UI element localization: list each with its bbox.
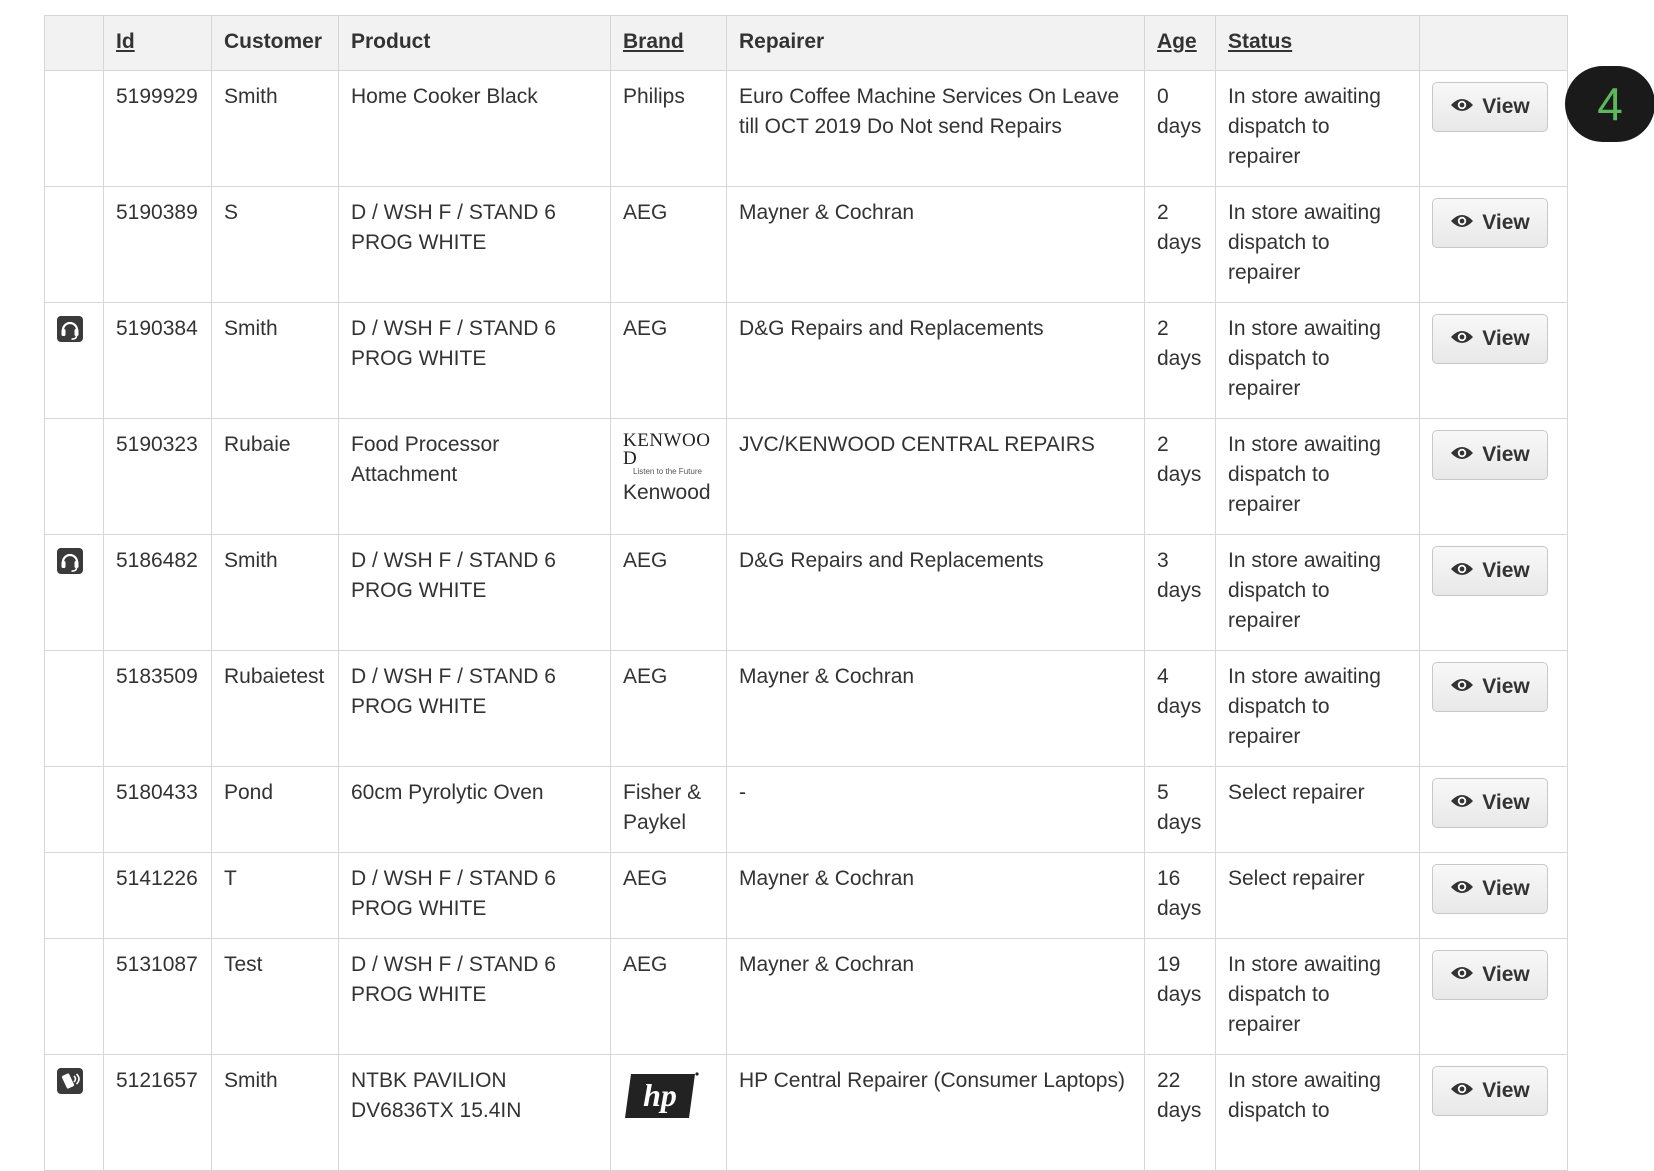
flag-cell (45, 419, 104, 535)
eye-icon (1450, 559, 1474, 583)
age-cell: 2 days (1145, 187, 1216, 303)
view-button-label: View (1482, 559, 1530, 582)
product-cell: 60cm Pyrolytic Oven (339, 767, 611, 853)
eye-icon (1450, 327, 1474, 351)
brand-name: AEG (623, 549, 668, 572)
repairer-cell: D&G Repairs and Replacements (727, 303, 1145, 419)
customer-cell: Pond (212, 767, 339, 853)
repairer-cell: HP Central Repairer (Consumer Laptops) (727, 1055, 1145, 1171)
id-cell: 5190389 (104, 187, 212, 303)
brand-name: AEG (623, 953, 668, 976)
product-cell: D / WSH F / STAND 6 PROG WHITE (339, 535, 611, 651)
age-cell: 22 days (1145, 1055, 1216, 1171)
age-cell: 19 days (1145, 939, 1216, 1055)
flag-cell (45, 939, 104, 1055)
repairer-cell: JVC/KENWOOD CENTRAL REPAIRS (727, 419, 1145, 535)
repairer-cell: D&G Repairs and Replacements (727, 535, 1145, 651)
flag-cell (45, 535, 104, 651)
flag-cell (45, 651, 104, 767)
table-row (45, 1055, 1568, 1171)
header-customer (212, 16, 339, 71)
hp-logo-text: hp (643, 1077, 677, 1113)
product-cell: D / WSH F / STAND 6 PROG WHITE (339, 939, 611, 1055)
view-button[interactable] (1432, 864, 1548, 914)
status-cell: In store awaiting dispatch to repairer (1216, 187, 1420, 303)
brand-name: AEG (623, 867, 668, 890)
customer-cell: Rubaietest (212, 651, 339, 767)
view-button[interactable] (1432, 82, 1548, 132)
brand-cell (611, 71, 727, 187)
id-cell: 5131087 (104, 939, 212, 1055)
product-cell: D / WSH F / STAND 6 PROG WHITE (339, 303, 611, 419)
brand-name: AEG (623, 201, 668, 224)
action-cell (1420, 939, 1568, 1055)
header-age-label[interactable]: Age (1157, 30, 1197, 53)
status-cell: In store awaiting dispatch to repairer (1216, 651, 1420, 767)
table-row (45, 303, 1568, 419)
headset-icon (57, 316, 83, 342)
header-product-label: Product (351, 30, 431, 53)
flag-cell (45, 767, 104, 853)
table-body (45, 71, 1568, 1171)
eye-icon (1450, 443, 1474, 467)
id-cell: 5199929 (104, 71, 212, 187)
flag-cell (45, 187, 104, 303)
repairer-cell: Mayner & Cochran (727, 187, 1145, 303)
brand-cell (611, 419, 727, 535)
view-button-label: View (1482, 95, 1530, 118)
id-cell: 5186482 (104, 535, 212, 651)
table-header-row (45, 16, 1568, 71)
table-row (45, 71, 1568, 187)
action-cell (1420, 535, 1568, 651)
brand-name: AEG (623, 665, 668, 688)
brand-cell (611, 187, 727, 303)
repairer-cell: Euro Coffee Machine Services On Leave till OCT 2019 Do Not send Repairs (727, 71, 1145, 187)
repairer-cell: Mayner & Cochran (727, 853, 1145, 939)
view-button-label: View (1482, 1079, 1530, 1102)
view-button[interactable] (1432, 546, 1548, 596)
action-cell (1420, 187, 1568, 303)
customer-cell: Smith (212, 535, 339, 651)
repairer-cell: Mayner & Cochran (727, 651, 1145, 767)
product-cell: D / WSH F / STAND 6 PROG WHITE (339, 187, 611, 303)
table-row (45, 767, 1568, 853)
action-cell (1420, 651, 1568, 767)
view-button[interactable] (1432, 314, 1548, 364)
brand-cell (611, 535, 727, 651)
brand-cell (611, 651, 727, 767)
eye-icon (1450, 963, 1474, 987)
customer-cell: Smith (212, 303, 339, 419)
brand-cell (611, 939, 727, 1055)
flag-cell (45, 71, 104, 187)
view-button[interactable] (1432, 1066, 1548, 1116)
brand-name: Kenwood (623, 481, 711, 504)
view-button-label: View (1482, 963, 1530, 986)
brand-name: Philips (623, 85, 685, 108)
eye-icon (1450, 791, 1474, 815)
action-cell (1420, 1055, 1568, 1171)
flag-cell (45, 853, 104, 939)
kenwood-logo-tagline: Listen to the Future (633, 467, 702, 476)
repairer-cell: - (727, 767, 1145, 853)
age-cell: 2 days (1145, 303, 1216, 419)
customer-cell: Smith (212, 1055, 339, 1171)
age-cell: 16 days (1145, 853, 1216, 939)
view-button[interactable] (1432, 662, 1548, 712)
header-status-label[interactable]: Status (1228, 30, 1293, 53)
product-cell: D / WSH F / STAND 6 PROG WHITE (339, 651, 611, 767)
flag-cell (45, 1055, 104, 1171)
age-cell: 0 days (1145, 71, 1216, 187)
view-button-label: View (1482, 327, 1530, 350)
action-cell (1420, 303, 1568, 419)
status-cell: In store awaiting dispatch to repairer (1216, 419, 1420, 535)
id-cell: 5190384 (104, 303, 212, 419)
view-button-label: View (1482, 211, 1530, 234)
header-product (339, 16, 611, 71)
product-cell: D / WSH F / STAND 6 PROG WHITE (339, 853, 611, 939)
table-row (45, 187, 1568, 303)
status-cell: In store awaiting dispatch to repairer (1216, 535, 1420, 651)
brand-name: AEG (623, 317, 668, 340)
age-cell: 3 days (1145, 535, 1216, 651)
status-cell: In store awaiting dispatch to repairer (1216, 71, 1420, 187)
brand-name: Fisher & Paykel (623, 781, 702, 834)
age-cell: 2 days (1145, 419, 1216, 535)
eye-icon (1450, 1079, 1474, 1103)
customer-cell: S (212, 187, 339, 303)
customer-cell: Rubaie (212, 419, 339, 535)
status-cell: In store awaiting dispatch to (1216, 1055, 1420, 1171)
product-cell: NTBK PAVILION DV6836TX 15.4IN (339, 1055, 611, 1171)
jobs-table (44, 15, 1568, 1171)
view-button-label: View (1482, 675, 1530, 698)
status-cell: In store awaiting dispatch to repairer (1216, 939, 1420, 1055)
table-row (45, 535, 1568, 651)
header-id[interactable] (104, 16, 212, 71)
repairer-cell: Mayner & Cochran (727, 939, 1145, 1055)
id-cell: 5141226 (104, 853, 212, 939)
table-row (45, 651, 1568, 767)
view-button[interactable] (1432, 198, 1548, 248)
customer-cell: Smith (212, 71, 339, 187)
phone-icon (57, 1068, 83, 1094)
kenwood-logo (623, 432, 714, 476)
eye-icon (1450, 211, 1474, 235)
view-button-label: View (1482, 791, 1530, 814)
status-cell: Select repairer (1216, 853, 1420, 939)
header-actions (1420, 16, 1568, 71)
notification-badge[interactable]: 4 (1565, 66, 1654, 142)
header-age[interactable] (1145, 16, 1216, 71)
eye-icon (1450, 675, 1474, 699)
flag-cell (45, 303, 104, 419)
product-cell: Food Processor Attachment (339, 419, 611, 535)
table-row (45, 939, 1568, 1055)
header-customer-label: Customer (224, 30, 323, 53)
customer-cell: Test (212, 939, 339, 1055)
view-button-label: View (1482, 877, 1530, 900)
id-cell: 5183509 (104, 651, 212, 767)
action-cell (1420, 853, 1568, 939)
customer-cell: T (212, 853, 339, 939)
headset-icon (57, 548, 83, 574)
brand-cell (611, 853, 727, 939)
kenwood-logo-text: KENWOOD (623, 430, 711, 469)
brand-cell (611, 1055, 727, 1171)
header-flag (45, 16, 104, 71)
header-id-label[interactable]: Id (116, 30, 135, 53)
id-cell: 5180433 (104, 767, 212, 853)
brand-cell (611, 303, 727, 419)
status-cell: In store awaiting dispatch to repairer (1216, 303, 1420, 419)
header-brand-label[interactable]: Brand (623, 30, 684, 53)
action-cell (1420, 71, 1568, 187)
view-button[interactable] (1432, 430, 1548, 480)
view-button[interactable] (1432, 778, 1548, 828)
table-row (45, 419, 1568, 535)
age-cell: 4 days (1145, 651, 1216, 767)
eye-icon (1450, 95, 1474, 119)
header-repairer (727, 16, 1145, 71)
header-status[interactable] (1216, 16, 1420, 71)
header-repairer-label: Repairer (739, 30, 825, 53)
view-button[interactable] (1432, 950, 1548, 1000)
id-cell: 5190323 (104, 419, 212, 535)
status-cell: Select repairer (1216, 767, 1420, 853)
hp-logo (623, 1077, 699, 1127)
header-brand[interactable] (611, 16, 727, 71)
action-cell (1420, 419, 1568, 535)
view-button-label: View (1482, 443, 1530, 466)
eye-icon (1450, 877, 1474, 901)
id-cell: 5121657 (104, 1055, 212, 1171)
action-cell (1420, 767, 1568, 853)
age-cell: 5 days (1145, 767, 1216, 853)
product-cell: Home Cooker Black (339, 71, 611, 187)
table-row (45, 853, 1568, 939)
brand-cell (611, 767, 727, 853)
